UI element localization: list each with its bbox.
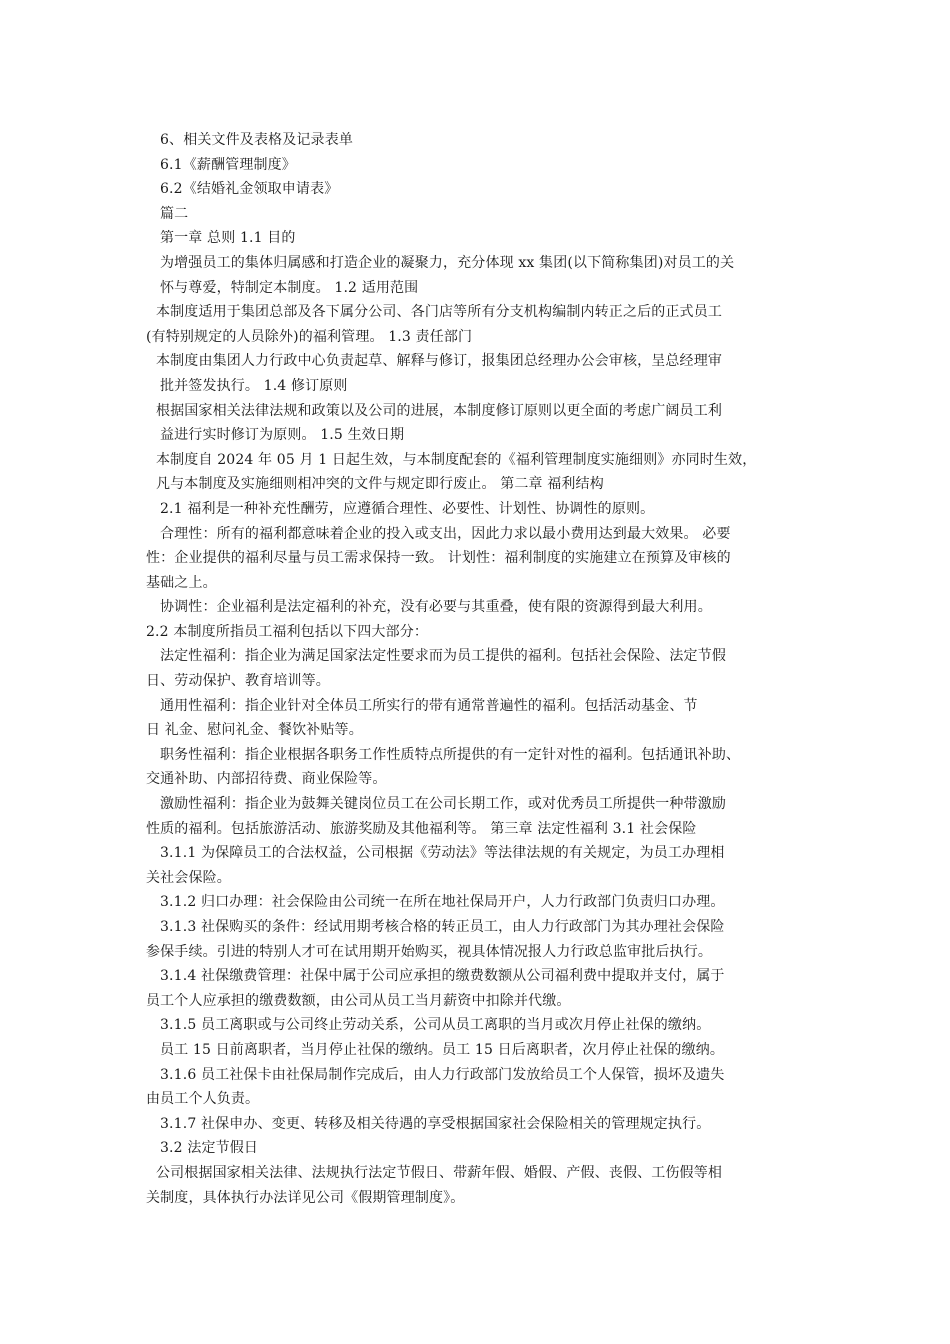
text-line: 法定性福利：指企业为满足国家法定性要求而为员工提供的福利。包括社会保险、法定节假 [160,648,726,665]
text-line: 篇二 [160,205,189,222]
text-line: 6.1《薪酬管理制度》 [160,156,296,173]
text-line: 关制度，具体执行办法详见公司《假期管理制度》。 [146,1189,465,1206]
text-line: 第一章 总则 1.1 目的 [160,230,296,247]
text-line: 根据国家相关法律法规和政策以及公司的进展，本制度修订原则以更全面的考虑广阔员工利 [156,402,722,419]
text-line: 3.1.4 社保缴费管理：社保中属于公司应承担的缴费数额从公司福利费中提取并支付，属于 [160,968,725,985]
text-line: 交通补助、内部招待费、商业保险等。 [146,771,387,788]
text-line: 益进行实时修订为原则。 1.5 生效日期 [160,427,405,444]
text-line: 批并签发执行。 1.4 修订原则 [160,377,348,394]
text-line: 本制度适用于集团总部及各下属分公司、各门店等所有分支机构编制内转正之后的正式员工 [156,304,722,321]
text-line: 职务性福利：指企业根据各职务工作性质特点所提供的有一定针对性的福利。包括通讯补助、 [160,746,741,763]
text-line: 员工 15 日前离职者，当月停止社保的缴纳。员工 15 日后离职者，次月停止社保的缴纳。 [160,1041,725,1058]
text-line: 3.1.7 社保申办、变更、转移及相关待遇的享受根据国家社会保险相关的管理规定执行。 [160,1115,711,1132]
text-line: 3.1.2 归口办理：社会保险由公司统一在所在地社保局开户，人力行政部门负责归口办理。 [160,894,725,911]
text-line: 日 礼金、慰问礼金、餐饮补贴等。 [146,722,363,739]
text-line: 3.1.1 为保障员工的合法权益，公司根据《劳动法》等法律法规的有关规定，为员工办理相 [160,845,725,862]
text-line: 参保手续。引进的特别人才可在试用期开始购买，视具体情况报人力行政总监审批后执行。 [146,943,712,960]
text-line: 日、劳动保护、教育培训等。 [146,673,330,690]
text-line: 由员工个人负责。 [146,1091,260,1108]
text-line: 为增强员工的集体归属感和打造企业的凝聚力，充分体现 xx 集团(以下简称集团)对员工的关 [160,254,735,271]
text-line: 合理性：所有的福利都意味着企业的投入或支出，因此力求以最小费用达到最大效果。 必要 [160,525,731,542]
text-line: 本制度由集团人力行政中心负责起草、解释与修订，报集团总经理办公会审核，呈总经理审 [156,353,722,370]
text-line: 怀与尊爱，特制定本制度。 1.2 适用范围 [160,279,419,296]
text-line: 3.1.6 员工社保卡由社保局制作完成后，由人力行政部门发放给员工个人保管，损坏及遗失 [160,1066,725,1083]
text-line: 协调性：企业福利是法定福利的补充，没有必要与其重叠，使有限的资源得到最大利用。 [160,599,712,616]
text-line: 3.1.3 社保购买的条件：经试用期考核合格的转正员工，由人力行政部门为其办理社会保险 [160,919,725,935]
text-line: 6.2《结婚礼金领取申请表》 [160,181,339,198]
text-line: 关社会保险。 [146,869,231,886]
text-line: 2.1 福利是一种补充性酬劳，应遵循合理性、必要性、计划性、协调性的原则。 [160,500,655,517]
text-line: 6、相关文件及表格及记录表单 [160,132,354,148]
text-line: 本制度自 2024 年 05 月 1 日起生效，与本制度配套的《福利管理制度实施细则》亦同时生效， [156,451,757,468]
document-body [146,128,810,1210]
text-line: 基础之上。 [146,574,217,591]
text-line: 员工个人应承担的缴费数额，由公司从员工当月薪资中扣除并代缴。 [146,992,571,1009]
text-line: 性质的福利。包括旅游活动、旅游奖励及其他福利等。 第三章 法定性福利 3.1 社会保险 [146,820,697,837]
text-line: 公司根据国家相关法律、法规执行法定节假日、带薪年假、婚假、产假、丧假、工伤假等相 [156,1164,722,1181]
text-line: 凡与本制度及实施细则相冲突的文件与规定即行废止。 第二章 福利结构 [156,476,604,493]
text-line: 通用性福利：指企业针对全体员工所实行的带有通常普遍性的福利。包括活动基金、节 [160,697,698,714]
text-line: 激励性福利：指企业为鼓舞关键岗位员工在公司长期工作，或对优秀员工所提供一种带激励 [160,796,726,813]
text-line: 3.2 法定节假日 [160,1140,259,1157]
text-line: (有特别规定的人员除外)的福利管理。 1.3 责任部门 [146,328,473,345]
text-line: 2.2 本制度所指员工福利包括以下四大部分： [146,623,429,640]
text-line: 性：企业提供的福利尽量与员工需求保持一致。 计划性：福利制度的实施建立在预算及审核的 [146,550,731,567]
text-line: 3.1.5 员工离职或与公司终止劳动关系，公司从员工离职的当月或次月停止社保的缴纳。 [160,1017,711,1034]
